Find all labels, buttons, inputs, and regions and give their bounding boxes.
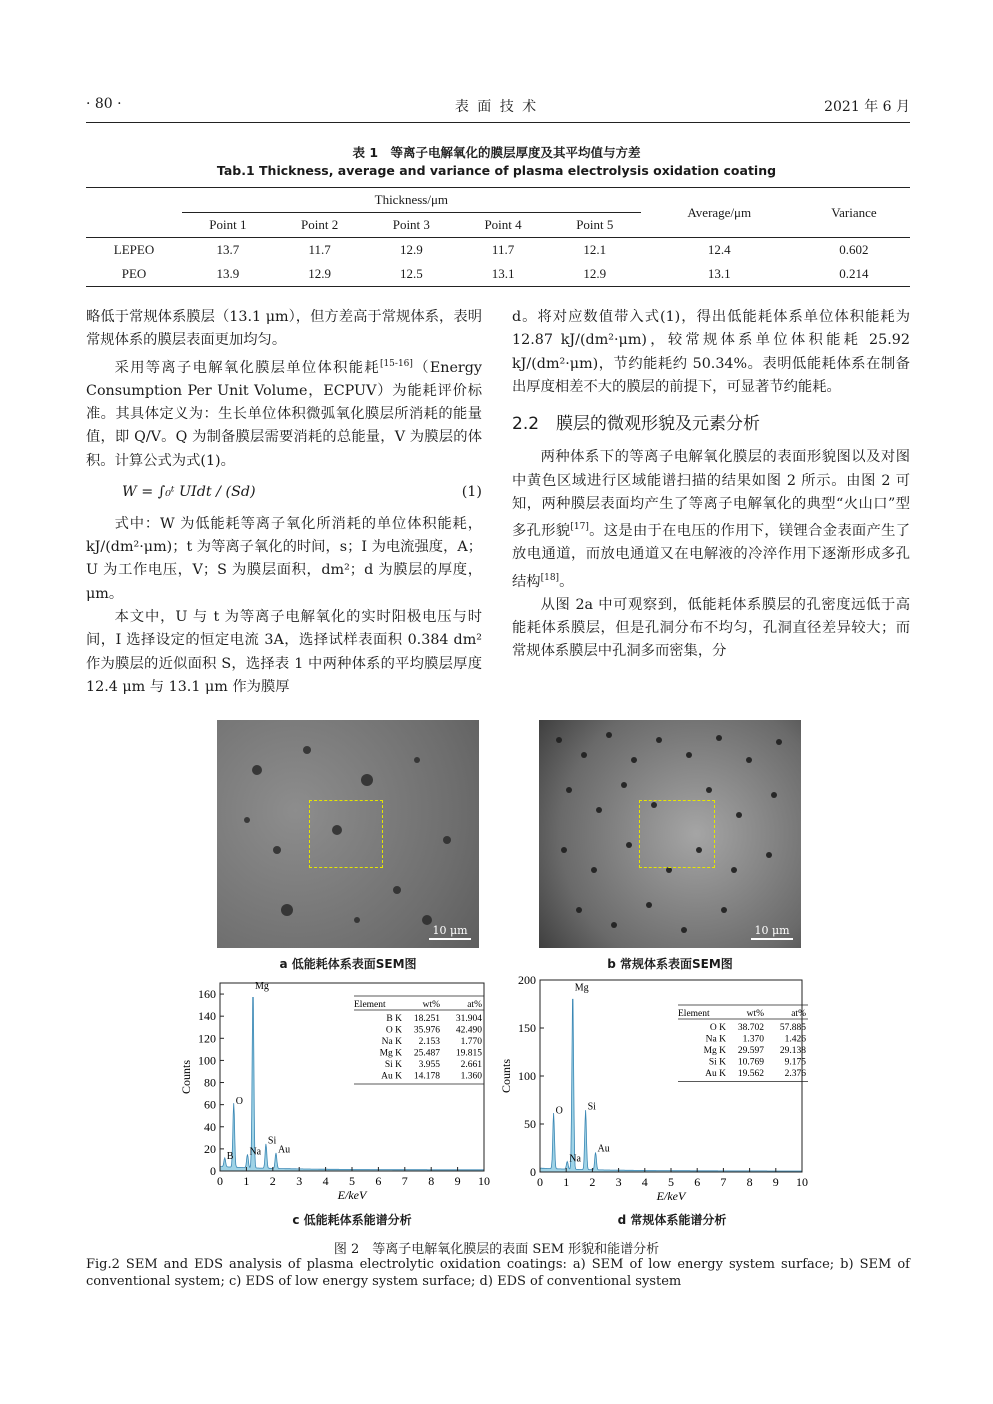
table-cell: Na K <box>705 1034 726 1045</box>
table-cell: 1.370 <box>742 1034 764 1045</box>
col-point-1: Point 1 <box>209 217 247 232</box>
y-tick-label: 60 <box>204 1097 216 1112</box>
y-tick-label: 100 <box>198 1053 216 1068</box>
table-cell: 2.661 <box>460 1060 482 1070</box>
cell: 13.9 <box>216 266 240 281</box>
row-name: PEO <box>121 266 147 281</box>
table-cell: 31.904 <box>455 1014 482 1024</box>
cell: 12.5 <box>399 266 423 281</box>
table-cell: 38.702 <box>737 1023 764 1033</box>
x-axis-label: E/keV <box>656 1189 686 1203</box>
table-cell: 19.562 <box>737 1069 764 1079</box>
table-cell: Mg K <box>379 1048 402 1059</box>
table-cell: 2.153 <box>418 1037 440 1047</box>
paragraph <box>86 353 482 473</box>
subcaption-a: a 低能耗体系表面SEM图 <box>279 957 417 971</box>
peak-label: O <box>555 1105 563 1117</box>
thickness-table <box>86 187 910 287</box>
cell: 13.7 <box>216 242 240 257</box>
y-tick-label: 80 <box>204 1075 216 1090</box>
sem-image-low-energy <box>217 720 479 948</box>
table-cell: Au K <box>381 1071 402 1082</box>
left-column <box>86 306 482 699</box>
peak-label: Mg <box>574 982 589 994</box>
cell: 12.9 <box>583 266 607 281</box>
roi-box <box>639 800 715 868</box>
table-cell: O K <box>385 1025 402 1036</box>
table-cell: 18.251 <box>413 1014 440 1024</box>
cell-variance: 0.214 <box>839 266 869 281</box>
text: （Energy Consumption Per Unit Volume，ECPUV）为能耗评价标准。其具体定义为：生长单位体积微弧氧化膜层所消耗的能量值，即 Q/V。Q 为制备膜层需要消耗的总能量，V 为膜层的体积。计算公式为式(1)。 <box>86 359 482 469</box>
peak-label: Na <box>569 1153 581 1165</box>
peak-label: Au <box>277 1144 291 1156</box>
x-tick-label: 6 <box>375 1174 382 1188</box>
plot-frame <box>220 980 484 1171</box>
x-tick-label: 5 <box>349 1174 355 1188</box>
x-tick-label: 10 <box>796 1175 808 1189</box>
table-cell: 29.138 <box>779 1046 806 1056</box>
cell: 12.9 <box>308 266 331 281</box>
y-tick-label: 50 <box>524 1117 536 1131</box>
x-tick-label: 9 <box>772 1175 779 1189</box>
y-tick-label: 0 <box>530 1165 536 1179</box>
x-tick-label: 9 <box>454 1174 461 1188</box>
table-cell: 10.769 <box>737 1057 764 1068</box>
y-tick-label: 140 <box>198 1009 216 1024</box>
scale-label: 10 μm <box>754 924 790 937</box>
table-cell: Si K <box>708 1057 726 1068</box>
cell: 11.7 <box>491 242 515 257</box>
citation: [17] <box>570 522 589 533</box>
table-cell: 42.490 <box>455 1025 482 1036</box>
table-cell: 9.175 <box>784 1057 806 1068</box>
cell-average: 13.1 <box>707 266 731 281</box>
cell: 12.9 <box>399 242 423 257</box>
page-number: · 80 · <box>86 96 122 112</box>
y-tick-label: 120 <box>198 1031 216 1046</box>
table-header: at% <box>467 1000 482 1010</box>
citation: [18] <box>540 572 560 583</box>
peak-label: Mg <box>255 980 269 992</box>
table-cell: 35.976 <box>413 1025 440 1036</box>
cell: 13.1 <box>491 266 515 281</box>
scale-label: 10 μm <box>432 924 468 937</box>
subcaption-b: b 常规体系表面SEM图 <box>607 957 733 971</box>
text: 两种体系下的等离子电解氧化膜层的表面形貌图以及对图中黄色区域进行区域能谱扫描的结果如图 2 所示。由图 2 可知，两种膜层表面均产生了等离子电解氧化的典型“火山口”型多孔形貌 <box>512 449 910 540</box>
y-tick-label: 0 <box>210 1164 216 1178</box>
cell-variance: 0.602 <box>839 242 869 257</box>
table-cell: 25.487 <box>413 1048 440 1059</box>
peak-label: O <box>235 1095 243 1107</box>
paragraph: d。将对应数值带入式(1)，得出低能耗体系单位体积能耗为 12.87 kJ/(dm²·μm)，较常规体系单位体积能耗 25.92 kJ/(dm²·μm)，节约能耗约 50.34%。表明低能耗体系在制备出厚度相差不大的膜层的前提下，可显著节约能耗。 <box>512 309 910 395</box>
x-tick-label: 8 <box>428 1174 435 1188</box>
x-tick-label: 6 <box>694 1175 701 1189</box>
x-tick-label: 0 <box>537 1175 543 1189</box>
section-heading: 2.2 膜层的微观形貌及元素分析 <box>512 414 761 435</box>
figure-caption-en: Fig.2 SEM and EDS analysis of plasma electrolytic oxidation coatings: a) SEM of low energy system surface; b) SEM of conventional system; c) EDS of low energy system surface; d) EDS of conventional system <box>86 1257 910 1289</box>
cell: 12.1 <box>583 242 607 257</box>
y-tick-label: 100 <box>518 1069 536 1083</box>
x-tick-label: 2 <box>589 1175 596 1189</box>
table-cell: 57.885 <box>779 1023 806 1033</box>
equation-1 <box>86 477 482 511</box>
sem-image-conventional <box>539 720 801 948</box>
table-row <box>86 238 910 263</box>
paragraph: 略低于常规体系膜层（13.1 μm），但方差高于常规体系，表明常规体系的膜层表面更加均匀。 <box>86 309 482 349</box>
thickness-group-header: Thickness/μm <box>182 188 641 213</box>
table-cell: O K <box>709 1023 726 1033</box>
table-header: Element <box>354 1000 386 1010</box>
peak-label: Au <box>597 1143 610 1155</box>
equation-number: (1) <box>461 483 482 500</box>
peak-label: Si <box>267 1135 277 1147</box>
y-axis-label: Counts <box>499 1058 513 1094</box>
table-cell: 2.376 <box>784 1069 806 1079</box>
eds-chart-conventional <box>498 970 810 1207</box>
y-axis-label: Counts <box>179 1059 193 1095</box>
issue-date: 2021 年 6 月 <box>824 99 910 115</box>
table-header: at% <box>791 1009 806 1019</box>
text: 。这是由于在电压的作用下，镁锂合金表面产生了放电通道，而放电通道又在电解液的冷淬作用下逐渐形成多孔结构 <box>512 523 911 590</box>
scale-bar <box>751 924 793 940</box>
figure-caption-cn: 图 2 等离子电解氧化膜层的表面 SEM 形貌和能谱分析 <box>333 1242 660 1257</box>
table-title-en: Tab.1 Thickness, average and variance of plasma electrolysis oxidation coating <box>216 163 777 178</box>
row-name: LEPEO <box>113 242 155 257</box>
x-axis-label: E/keV <box>337 1188 367 1202</box>
table-cell: Mg K <box>703 1046 726 1056</box>
y-tick-label: 20 <box>204 1141 216 1156</box>
y-tick-label: 40 <box>204 1119 216 1134</box>
table-row <box>86 262 910 287</box>
subcaption-c: c 低能耗体系能谱分析 <box>292 1213 412 1227</box>
x-tick-label: 3 <box>296 1174 303 1188</box>
x-tick-label: 0 <box>217 1174 223 1188</box>
x-tick-label: 7 <box>401 1174 408 1188</box>
x-tick-label: 4 <box>322 1174 329 1188</box>
table-cell: 29.597 <box>737 1046 764 1056</box>
x-tick-label: 3 <box>615 1175 622 1189</box>
table-header: wt% <box>746 1009 764 1019</box>
paragraph: 本文中，U 与 t 为等离子电解氧化的实时阳极电压与时间，I 选择设定的恒定电流 3A，选择试样表面积 0.384 dm² 作为膜层的近似面积 S，选择表 1 中两种体系的平均膜层厚度 12.4 μm 与 13.1 μm 作为膜厚 <box>86 609 482 695</box>
equation-text: W = ∫₀ᵗ UIdt / (Sd) <box>122 483 256 500</box>
x-tick-label: 4 <box>641 1175 648 1189</box>
eds-chart-low-energy <box>178 975 490 1207</box>
paragraph: 从图 2a 中可观察到，低能耗体系膜层的孔密度远低于高能耗体系膜层，但是孔洞分布不均匀，孔洞直径差异较大；而常规体系膜层中孔洞多而密集，分 <box>512 596 910 660</box>
text: 采用等离子电解氧化膜层单位体积能耗 <box>114 359 380 376</box>
table-header: wt% <box>422 1000 440 1010</box>
col-point-3: Point 3 <box>392 217 430 232</box>
table-cell: 1.360 <box>460 1071 482 1082</box>
subcaption-d: d 常规体系能谱分析 <box>617 1213 727 1227</box>
x-tick-label: 8 <box>746 1175 753 1189</box>
roi-box <box>309 800 383 868</box>
x-tick-label: 1 <box>243 1174 250 1188</box>
paragraph <box>512 446 910 593</box>
x-tick-label: 1 <box>563 1175 570 1189</box>
table-header: Element <box>678 1009 710 1019</box>
table-cell: 1.770 <box>460 1037 482 1047</box>
y-tick-label: 160 <box>198 987 216 1002</box>
right-column <box>512 306 910 664</box>
paragraph: 式中：W 为低能耗等离子氧化所消耗的单位体积能耗，kJ/(dm²·μm)；t 为等离子氧化的时间，s；I 为电流强度，A；U 为工作电压，V；S 为膜层面积，dm²；d 为膜层的厚度，μm。 <box>86 515 482 602</box>
table-cell: 19.815 <box>455 1048 482 1059</box>
col-point-5: Point 5 <box>576 217 614 232</box>
peak-label: B <box>226 1151 234 1163</box>
x-tick-label: 5 <box>668 1175 674 1189</box>
variance-header: Variance <box>831 204 877 220</box>
col-point-2: Point 2 <box>300 217 339 232</box>
table-cell: 1.426 <box>784 1034 806 1045</box>
y-tick-label: 150 <box>518 1021 536 1035</box>
col-point-4: Point 4 <box>484 217 522 232</box>
peak-label: Na <box>249 1146 262 1158</box>
cell-average: 12.4 <box>707 242 731 257</box>
table-cell: 3.955 <box>418 1060 440 1070</box>
table-cell: Na K <box>381 1037 402 1047</box>
average-header: Average/μm <box>687 204 752 220</box>
x-tick-label: 10 <box>478 1174 490 1188</box>
citation: [15-16] <box>379 358 413 369</box>
scale-bar <box>429 924 471 940</box>
journal-title: 表 面 技 术 <box>454 99 539 115</box>
text: 。 <box>559 573 574 590</box>
table-cell: B K <box>386 1014 402 1024</box>
x-tick-label: 2 <box>269 1174 276 1188</box>
cell: 11.7 <box>308 242 331 257</box>
table-cell: Au K <box>705 1069 726 1079</box>
x-tick-label: 7 <box>720 1175 727 1189</box>
table-title-cn: 表 1 等离子电解氧化的膜层厚度及其平均值与方差 <box>352 145 641 160</box>
table-cell: Si K <box>384 1060 402 1070</box>
table-cell: 14.178 <box>413 1071 440 1082</box>
y-tick-label: 200 <box>518 973 536 987</box>
header-rule <box>86 122 910 123</box>
peak-label: Si <box>587 1101 596 1113</box>
